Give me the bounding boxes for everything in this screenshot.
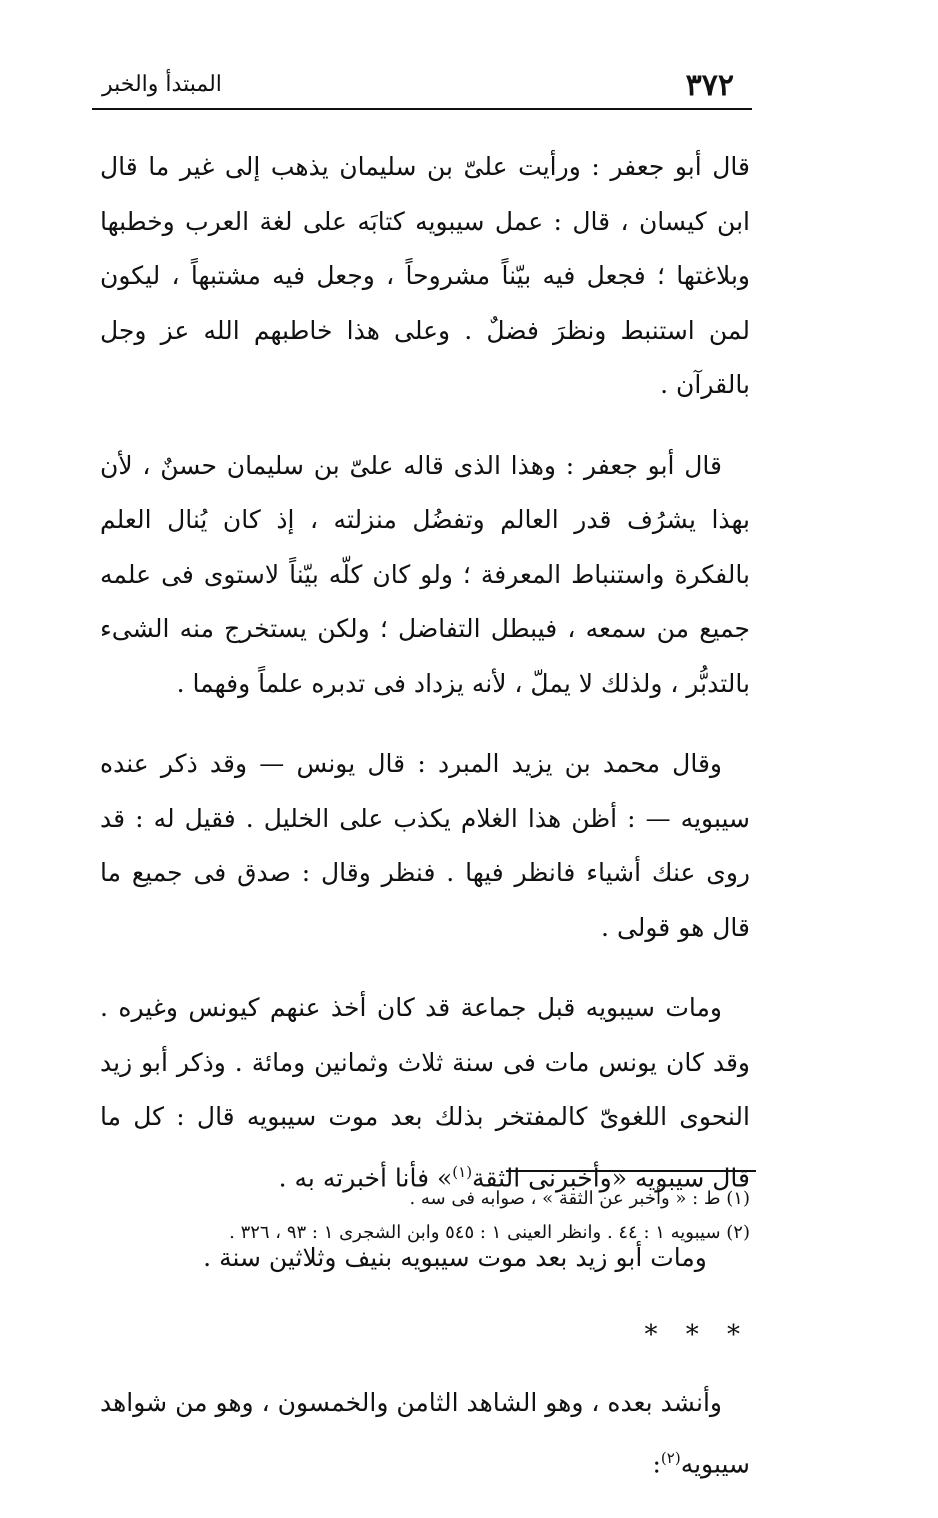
paragraph: ومات أبو زيد بعد موت سيبويه بنيف وثلاثين سنة . [203,1243,707,1273]
running-title: المبتدأ والخبر [102,72,222,97]
paragraph-text: وأنشد بعده ، وهو الشاهد الثامن والخمسون ، وهو من شواهد سيبويه [100,1388,750,1479]
footnote-reference: (١) [452,1162,473,1181]
paragraph: وقال محمد بن يزيد المبرد : قال يونس — وقد ذكر عنده سيبويه — : أظن هذا الغلام يكذب على الخليل . فقيل له : قد روى عنك أشياء فانظر فيها . فنظر وقال : صدق فى جميع ما قال هو قولى . [100,749,750,942]
footnote-divider [506,1170,756,1172]
footnotes [110,1182,750,1250]
footnote-reference: (٢) [660,1448,681,1467]
page-number: ٣٧٢ [685,68,734,103]
paragraph: قال أبو جعفر : ورأيت علىّ بن سليمان يذهب إلى غير ما قال ابن كيسان ، قال : عمل سيبويه كتابَه على لغة العرب وخطبها وبلاغتها ؛ فجعل فيه بيّناً مشروحاً ، وجعل فيه مشتبهاً ، ليكون لمن استنبط ونظرَ فضلٌ . وعلى هذا خاطبهم الله عز وجل بالقرآن . [100,152,750,399]
paragraph: قال أبو جعفر : وهذا الذى قاله علىّ بن سليمان حسنٌ ، لأن بهذا يشرُف قدر العالم وتفضُل منزلته ، إذ كان يُنال العلم بالفكرة واستنباط المعرفة ؛ ولو كان كلّه بيّناً لاستوى فى علمه جميع من سمعه ، فيبطل التفاضل ؛ ولكن يستخرج منه الشىء بالتدبُّر ، ولذلك لا يملّ ، لأنه يزداد فى تدبره علماً وفهما . [100,450,750,698]
section-separator: * * * [644,1319,750,1350]
footnote: (١) ط : « وأخبر عن الثقة » ، صوابه فى سه . [409,1188,750,1209]
paragraph-text-tail: : [652,1449,661,1479]
page-header [92,60,752,110]
paragraph [100,1376,750,1491]
main-text [100,140,750,1518]
paragraph-text: ومات سيبويه قبل جماعة قد كان أخذ عنهم كيونس وغيره . وقد كان يونس مات فى سنة ثلاث وثمانين ومائة . وذكر أبو زيد النحوى اللغوىّ كالمفتخر بذلك بعد موت سيبويه قال : كل ما قال سيبويه «وأخبرنى الثقة [100,993,750,1192]
footnote: (٢) سيبويه ١ : ٤٤ . وانظر العينى ١ : ٥٤٥ وابن الشجرى ١ : ٩٣ ، ٣٢٦ . [229,1222,750,1243]
paragraph-text-tail: » فأنا أخبرته به . [278,1162,453,1192]
